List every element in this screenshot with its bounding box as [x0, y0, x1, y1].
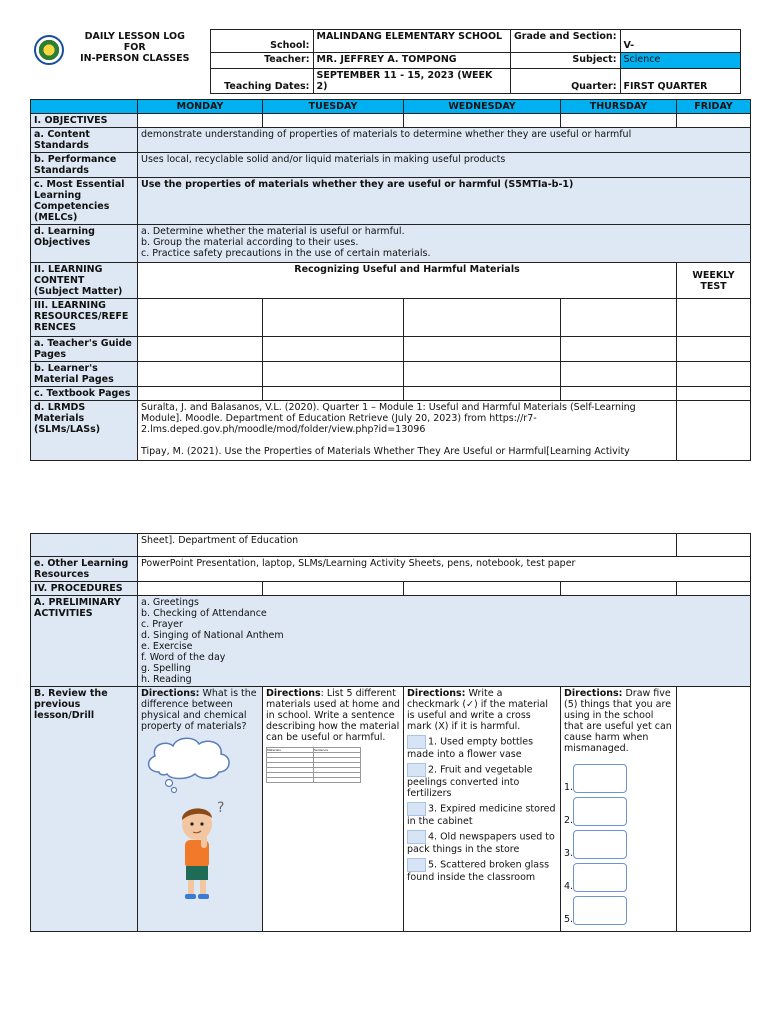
review-thursday-text: Draw five (5) things that you are using in the school that are useful yet can cause harm when mismanaged.: [564, 688, 672, 754]
review-monday: [138, 687, 263, 932]
prelim-label: A. PRELIMINARY ACTIVITIES: [31, 596, 138, 687]
lesson-log-table: [30, 99, 751, 461]
learning-objectives: [138, 225, 751, 263]
tg-label: a. Teacher's Guide Pages: [31, 337, 138, 362]
prelim-item: d. Singing of National Anthem: [141, 630, 284, 641]
teacher-label: Teacher:: [210, 53, 313, 69]
review-friday: [677, 687, 751, 932]
answer-box[interactable]: [407, 802, 426, 816]
quarter-value: FIRST QUARTER: [620, 69, 740, 94]
content-standards: demonstrate understanding of properties of materials to determine whether they are useful or harmful: [138, 128, 751, 153]
draw-box[interactable]: [573, 797, 627, 826]
check-item: 5. Scattered broken glass found inside the classroom: [407, 859, 550, 883]
lo-item: c. Practice safety precautions in the use of certain materials.: [141, 248, 431, 259]
review-wednesday: [404, 687, 561, 932]
performance-standards: Uses local, recyclable solid and/or liquid materials in making useful products: [138, 153, 751, 178]
review-tuesday: [263, 687, 404, 932]
review-tuesday-text: : List 5 different materials used at home and in school. Write a sentence describing how the material can be useful or harmful.: [266, 688, 400, 743]
prelim-item: b. Checking of Attendance: [141, 608, 267, 619]
mini-worksheet-table: [266, 747, 361, 783]
other-resources: PowerPoint Presentation, laptop, SLMs/Learning Activity Sheets, pens, notebook, test paper: [138, 557, 751, 582]
prelim-item: a. Greetings: [141, 597, 199, 608]
check-item: 3. Expired medicine stored in the cabinet: [407, 803, 556, 827]
prelim-item: g. Spelling: [141, 663, 191, 674]
melc-label: c. Most Essential Learning Competencies (MELCs): [31, 178, 138, 225]
lo-label: d. Learning Objectives: [31, 225, 138, 263]
lo-item: b. Group the material according to their uses.: [141, 237, 359, 248]
dates-value: SEPTEMBER 11 - 15, 2023 (WEEK 2): [313, 69, 510, 94]
dates-label: Teaching Dates:: [210, 69, 313, 94]
draw-row: 1.: [564, 764, 673, 797]
content-title: Recognizing Useful and Harmful Materials: [138, 263, 677, 299]
check-item: 2. Fruit and vegetable peelings converted into fertilizers: [407, 764, 533, 799]
school-value: MALINDANG ELEMENTARY SCHOOL: [313, 30, 510, 53]
thinking-boy-icon: [165, 794, 235, 904]
answer-box[interactable]: [407, 830, 426, 844]
log-title: DAILY LESSON LOG FOR IN-PERSON CLASSES: [80, 30, 190, 64]
quarter-label: Quarter:: [510, 69, 620, 94]
day-friday: FRIDAY: [677, 100, 751, 114]
lesson-log-table-continued: [30, 533, 751, 932]
directions-label: Directions:: [564, 688, 623, 699]
subject-label: Subject:: [510, 53, 620, 69]
prelim-item: e. Exercise: [141, 641, 193, 652]
prelim-item: f. Word of the day: [141, 652, 226, 663]
day-monday: MONDAY: [138, 100, 263, 114]
draw-box[interactable]: [573, 896, 627, 925]
check-item: 4. Old newspapers used to pack things in the store: [407, 831, 555, 855]
mini-header: Materials: [267, 748, 314, 753]
draw-row: 2.: [564, 797, 673, 830]
lrmds-ref-1: Suralta, J. and Balasanos, V.L. (2020). Quarter 1 – Module 1: Useful and Harmful Materials (Self-Learning Module]. Moodle. Department of Education Retrieve (July 20, 2023) from https://r7-2.lms.deped.gov.ph/moodle/mod/folder/view.php?id=13096: [141, 402, 636, 435]
other-label: e. Other Learning Resources: [31, 557, 138, 582]
review-monday-text: What is the difference between physical and chemical property of materials?: [141, 688, 257, 732]
day-wednesday: WEDNESDAY: [404, 100, 561, 114]
prelim-item: c. Prayer: [141, 619, 183, 630]
draw-row: 5.: [564, 896, 673, 929]
lo-item: a. Determine whether the material is useful or harmful.: [141, 226, 405, 237]
melc-text: Use the properties of materials whether they are useful or harmful (S5MTIa-b-1): [138, 178, 751, 225]
header-table: [30, 29, 741, 94]
directions-label: Directions: [266, 688, 321, 699]
lrmds-ref-2-cont: Sheet]. Department of Education: [138, 534, 677, 557]
content-standards-label: a. Content Standards: [31, 128, 138, 153]
school-label: School:: [210, 30, 313, 53]
review-label: B. Review the previous lesson/Drill: [31, 687, 138, 932]
prelim-list: [138, 596, 751, 687]
svg-text:?: ?: [217, 800, 225, 816]
prelim-item: h. Reading: [141, 674, 192, 685]
thought-cloud-icon: [141, 734, 236, 794]
answer-box[interactable]: [407, 735, 426, 749]
day-thursday: THURSDAY: [561, 100, 677, 114]
day-tuesday: TUESDAY: [263, 100, 404, 114]
mini-header: Sentence: [314, 748, 361, 753]
lrmds-refs: [138, 401, 677, 461]
objectives-heading: I. OBJECTIVES: [31, 114, 138, 128]
procedures-heading: IV. PROCEDURES: [31, 582, 138, 596]
deped-seal-icon: [34, 35, 64, 65]
weekly-test: WEEKLY TEST: [677, 263, 751, 299]
draw-box[interactable]: [573, 830, 627, 859]
answer-box[interactable]: [407, 763, 426, 777]
teacher-value: MR. JEFFREY A. TOMPONG: [313, 53, 510, 69]
draw-row: 3.: [564, 830, 673, 863]
lm-label: b. Learner's Material Pages: [31, 362, 138, 387]
grade-label: Grade and Section:: [510, 30, 620, 53]
grade-value: V-: [620, 30, 740, 53]
content-label: II. LEARNING CONTENT (Subject Matter): [31, 263, 138, 299]
resources-label: III. LEARNING RESOURCES/REFE RENCES: [31, 299, 138, 337]
draw-box[interactable]: [573, 863, 627, 892]
directions-label: Directions:: [407, 688, 466, 699]
corner-cell: [31, 100, 138, 114]
lrmds-label: d. LRMDS Materials (SLMs/LASs): [31, 401, 138, 461]
check-item: 1. Used empty bottles made into a flower vase: [407, 736, 534, 760]
directions-label: Directions:: [141, 688, 200, 699]
review-wednesday-text: Write a checkmark (✓) if the material is useful and write a cross mark (X) if it is harmful.: [407, 688, 548, 732]
lrmds-ref-2: Tipay, M. (2021). Use the Properties of Materials Whether They Are Useful or Harmful[Learning Activity: [141, 446, 630, 457]
draw-box[interactable]: [573, 764, 627, 793]
draw-row: 4.: [564, 863, 673, 896]
answer-box[interactable]: [407, 858, 426, 872]
review-thursday: [561, 687, 677, 932]
subject-value: Science: [620, 53, 740, 69]
performance-label: b. Performance Standards: [31, 153, 138, 178]
tb-label: c. Textbook Pages: [31, 387, 138, 401]
